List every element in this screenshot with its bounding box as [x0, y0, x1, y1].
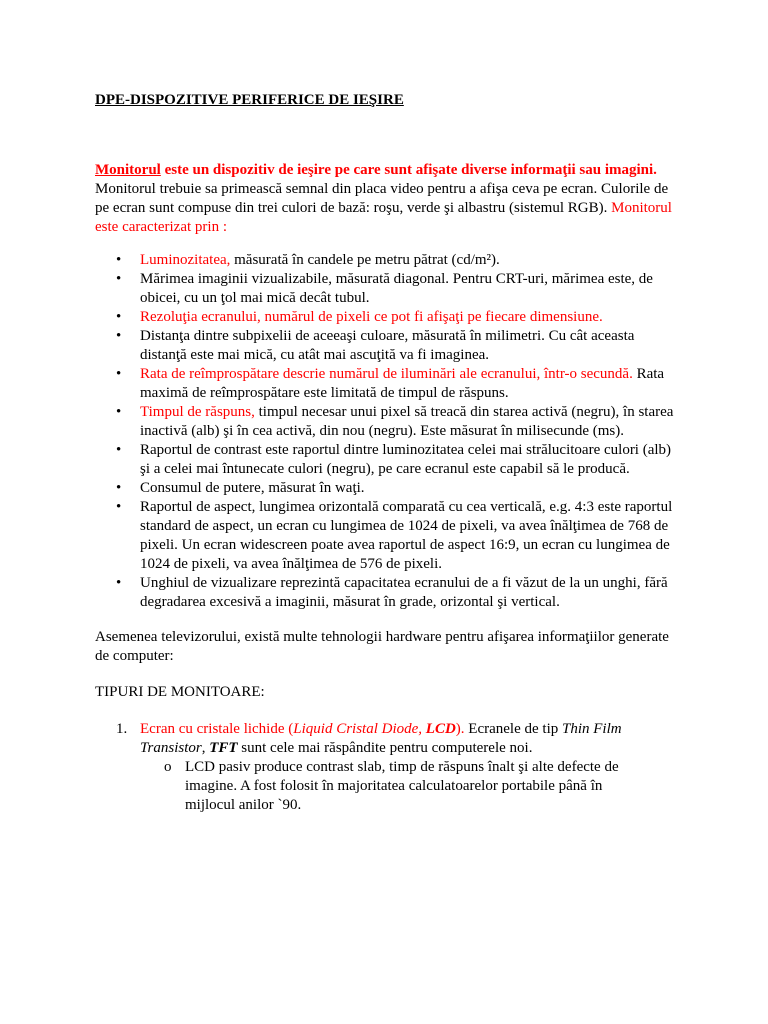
- highlighted-term: Rezoluţia ecranului, numărul de pixeli ce pot fi afişaţi pe fiecare dimensiune.: [140, 309, 603, 325]
- highlighted-term: Luminozitatea,: [140, 252, 231, 268]
- list-item: [95, 441, 681, 479]
- intro-paragraph: [95, 161, 681, 237]
- type-name-expansion: Liquid Cristal Diode,: [293, 721, 426, 737]
- type-text: ,: [201, 740, 210, 756]
- item-text: Raportul de aspect, lungimea orizontală comparată cu cea verticală, e.g. 4:3 este raportul standard de aspect, un ecran cu lungimea de 1024 de pixeli, va avea înălţimea de 768 de pixeli. Un ecran widescreen poate avea raportul de aspect 16:9, un ecran cu lungimea de 1024 de pixeli, va avea înălţimea de 576 de pixeli.: [140, 499, 673, 572]
- bullet-marker: •: [116, 309, 122, 325]
- item-text: Rata maximă de reîmprospătare este limitată de timpul de răspuns.: [140, 366, 665, 401]
- sub-item-text: LCD pasiv produce contrast slab, timp de răspuns înalt şi alte defecte de imagine. A fost folosit în majoritatea calculatoarelor portabile până în mijlocul anilor `90.: [185, 759, 619, 813]
- tech-name: Thin Film Transistor: [140, 721, 622, 756]
- monitor-types-list: [95, 720, 681, 815]
- list-number: 1.: [116, 721, 128, 737]
- list-item: [95, 270, 681, 308]
- list-item: [95, 720, 681, 815]
- type-text: sunt cele mai răspândite pentru computerele noi.: [237, 740, 533, 756]
- bullet-marker: •: [116, 442, 122, 458]
- list-item: [95, 498, 681, 574]
- bullet-marker: •: [116, 252, 122, 268]
- list-item: [95, 403, 681, 441]
- item-text: Unghiul de vizualizare reprezintă capacitatea ecranului de a fi văzut de la un unghi, fără degradarea excesivă a imaginii, măsurat în grade, orizontal şi vertical.: [140, 575, 668, 610]
- sub-bullet-marker: o: [164, 759, 172, 775]
- item-text: Raportul de contrast este raportul dintre luminozitatea celei mai strălucitoare culori (alb) şi a celei mai întunecate culori (negru), pe care ecranul este capabil să le producă.: [140, 442, 672, 477]
- highlighted-term: Timpul de răspuns,: [140, 404, 255, 420]
- item-text: timpul necesar unui pixel să treacă din starea activă (negru), în starea inactivă (alb) şi în cea activă, din nou (negru). Este măsurat în milisecunde (ms).: [140, 404, 674, 439]
- characteristics-list: [95, 251, 681, 612]
- bullet-marker: •: [116, 328, 122, 344]
- intro-lead-in: Monitorul este caracterizat prin :: [95, 200, 672, 235]
- item-text: măsurată în candele pe metru pătrat (cd/m²).: [230, 252, 500, 268]
- list-item-text: [140, 720, 681, 758]
- item-text: Distanţa dintre subpixelii de aceeaşi culoare, măsurată în milimetri. Cu cât aceasta distanţă este mai mică, cu atât mai ascuţită va fi imaginea.: [140, 328, 635, 363]
- document-title: DPE-DISPOZITIVE PERIFERICE DE IEŞIRE: [95, 92, 404, 108]
- intro-body: Monitorul trebuie sa primească semnal din placa video pentru a afişa ceva pe ecran. Culorile de pe ecran sunt compuse din trei culori de bază: roşu, verde şi albastru (sistemul RGB).: [95, 181, 669, 216]
- intro-term: Monitorul: [95, 162, 161, 178]
- bullet-marker: •: [116, 271, 122, 287]
- sub-list: [140, 758, 655, 815]
- bullet-marker: •: [116, 404, 122, 420]
- bullet-marker: •: [116, 366, 122, 382]
- list-item: [95, 479, 681, 498]
- page-content: [95, 91, 681, 815]
- highlighted-term: Rata de reîmprospătare descrie numărul de iluminări ale ecranului, într-o secundă.: [140, 366, 633, 382]
- intro-definition: este un dispozitiv de ieşire pe care sunt afişate diverse informaţii sau imagini.: [160, 162, 657, 178]
- bullet-marker: •: [116, 575, 122, 591]
- closing-paragraph: Asemenea televizorului, există multe tehnologii hardware pentru afişarea informaţiilor generate de computer:: [95, 629, 669, 664]
- type-name: Ecran cu cristale lichide (: [140, 721, 294, 737]
- item-text: Consumul de putere, măsurat în waţi.: [140, 480, 365, 496]
- bullet-marker: •: [116, 499, 122, 515]
- type-text: Ecranele de tip: [464, 721, 562, 737]
- list-item: [95, 251, 681, 270]
- list-item: [95, 327, 681, 365]
- type-name-close: ).: [455, 721, 465, 737]
- section-heading: TIPURI DE MONITOARE:: [95, 684, 265, 700]
- type-abbreviation: LCD: [425, 721, 456, 737]
- tech-abbreviation: TFT: [209, 740, 238, 756]
- bullet-marker: •: [116, 480, 122, 496]
- list-item: [95, 574, 681, 612]
- sub-list-item: [140, 758, 655, 815]
- list-item: [95, 365, 681, 403]
- list-item: [95, 308, 681, 327]
- item-text: Mărimea imaginii vizualizabile, măsurată diagonal. Pentru CRT-uri, mărimea este, de obicei, cu un ţol mai mică decât tubul.: [140, 271, 653, 306]
